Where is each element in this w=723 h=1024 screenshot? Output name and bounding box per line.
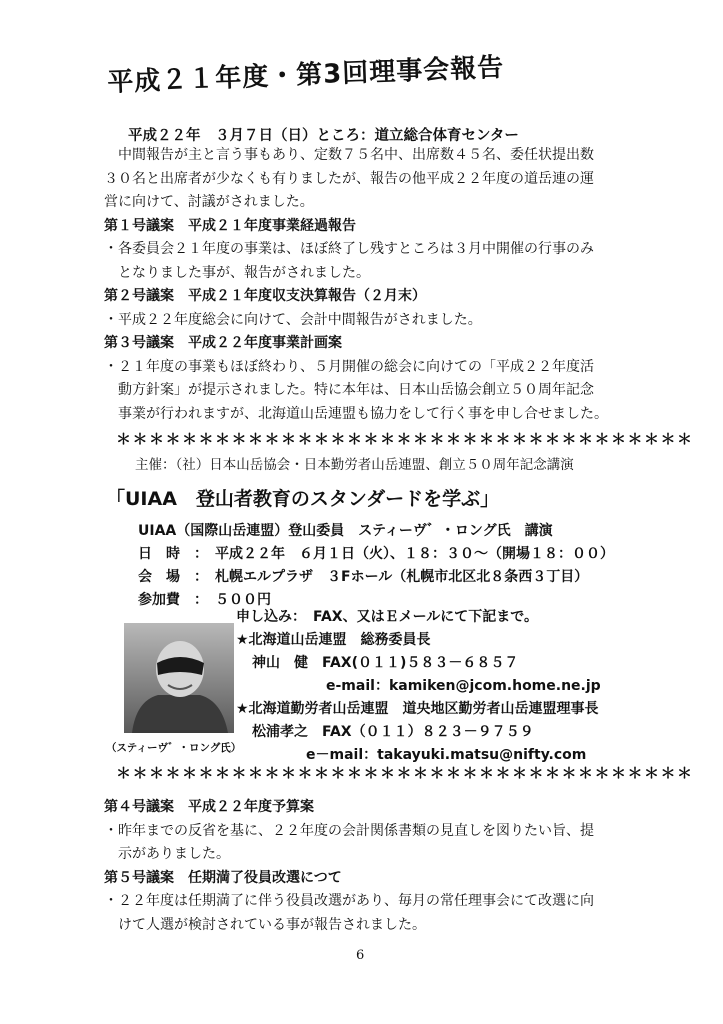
contact1-org: ★北海道山岳連盟 総務委員長 [236,632,431,648]
agenda4-line: 示がありました。 [118,846,230,862]
agenda1-line: ・各委員会２１年度の事業は、ほぼ終了し残すところは３月中開催の行事のみ [104,241,594,257]
contact1-name: 神山 健 FAX(０１１)５８３－６８５７ [252,655,519,671]
apply-line: 申し込み： FAX、又はＥメールにて下記まで。 [236,609,539,625]
agenda5-heading: 第５号議案 任期満了役員改選につて [104,869,342,886]
contact2-name: 松浦孝之 FAX（０１１）８２３－９７５９ [252,724,534,740]
agenda2-heading: 第２号議案 平成２１年度収支決算報告（２月末） [104,288,426,304]
host-line: 主催：（社）日本山岳協会・日本勤労者山岳連盟、創立５０周年記念講演 [135,457,574,473]
agenda-lower-section [104,796,634,937]
lecturer-portrait-icon [124,623,234,733]
agenda3-line: 動方針案」が提示されました。特に本年は、日本山岳協会創立５０周年記念 [118,382,594,398]
contact1-email: e-mail：kamiken@jcom.home.ne.jp [326,678,601,694]
agenda3-heading: 第３号議案 平成２２年度事業計画案 [104,335,342,351]
agenda4-line: ・昨年までの反省を基に、２２年度の会計関係書類の見直しを図りたい旨、提 [104,822,594,839]
datetime-line: 日 時 ： 平成２２年 ６月１日（火）、１８：３０～（開場１８：００） [138,546,614,562]
agenda5-line: ・２２年度は任期満了に伴う役員改選があり、毎月の常任理事会にて改選に向 [104,893,594,909]
intro-section [104,144,634,426]
lecturer-line: UIAA（国際山岳連盟）登山委員 スティーヴ゛・ロング氏 講演 [138,523,553,539]
fee-line: 参加費 ： ５００円 [138,592,271,608]
contact2-email: e－mail：takayuki.matsu@nifty.com [306,747,587,763]
venue-line: 会 場 ： 札幌エルプラザ ３Fホール（札幌市北区北８条西３丁目） [138,569,589,585]
meeting-info: 平成２２年 ３月７日（日）ところ：道立総合体育センター [128,128,519,144]
divider-stars: ＊＊＊＊＊＊＊＊＊＊＊＊＊＊＊＊＊＊＊＊＊＊＊＊＊＊＊＊＊＊＊＊＊＊＊ [116,430,694,448]
lecture-title: 「UIAA 登山者教育のスタンダードを学ぶ」 [106,488,500,510]
page-title: 平成２１年度・第3回理事会報告 [106,52,505,99]
agenda1-line: となりました事が、報告がされました。 [118,264,370,281]
agenda4-heading: 第４号議案 平成２２年度予算案 [104,799,314,815]
photo-caption: （スティーヴ゛・ロング氏） [106,742,242,754]
agenda3-line: ・２１年度の事業もほぼ終わり、５月開催の総会に向けての「平成２２年度活 [104,358,594,375]
page-number: 6 [356,948,365,963]
intro-line: 中間報告が主と言う事もあり、定数７５名中、出席数４５名、委任状提出数 [118,147,594,163]
intro-line: 営に向けて、討議がされました。 [104,194,314,210]
agenda5-line: けて人選が検討されている事が報告されました。 [118,916,426,933]
agenda2-line: ・平成２２年度総会に向けて、会計中間報告がされました。 [104,311,482,328]
contact2-org: ★北海道勤労者山岳連盟 道央地区勤労者山岳連盟理事長 [236,701,599,717]
agenda3-line: 事業が行われますが、北海道山岳連盟も協力をして行く事を申し合せました。 [118,405,608,422]
divider-stars: ＊＊＊＊＊＊＊＊＊＊＊＊＊＊＊＊＊＊＊＊＊＊＊＊＊＊＊＊＊＊＊＊＊＊＊ [116,764,694,782]
agenda1-heading: 第１号議案 平成２１年度事業経過報告 [104,217,356,234]
intro-line: ３０名と出席者が少なくも有りましたが、報告の他平成２２年度の道岳連の運 [104,170,594,187]
lecturer-photo [124,623,234,733]
